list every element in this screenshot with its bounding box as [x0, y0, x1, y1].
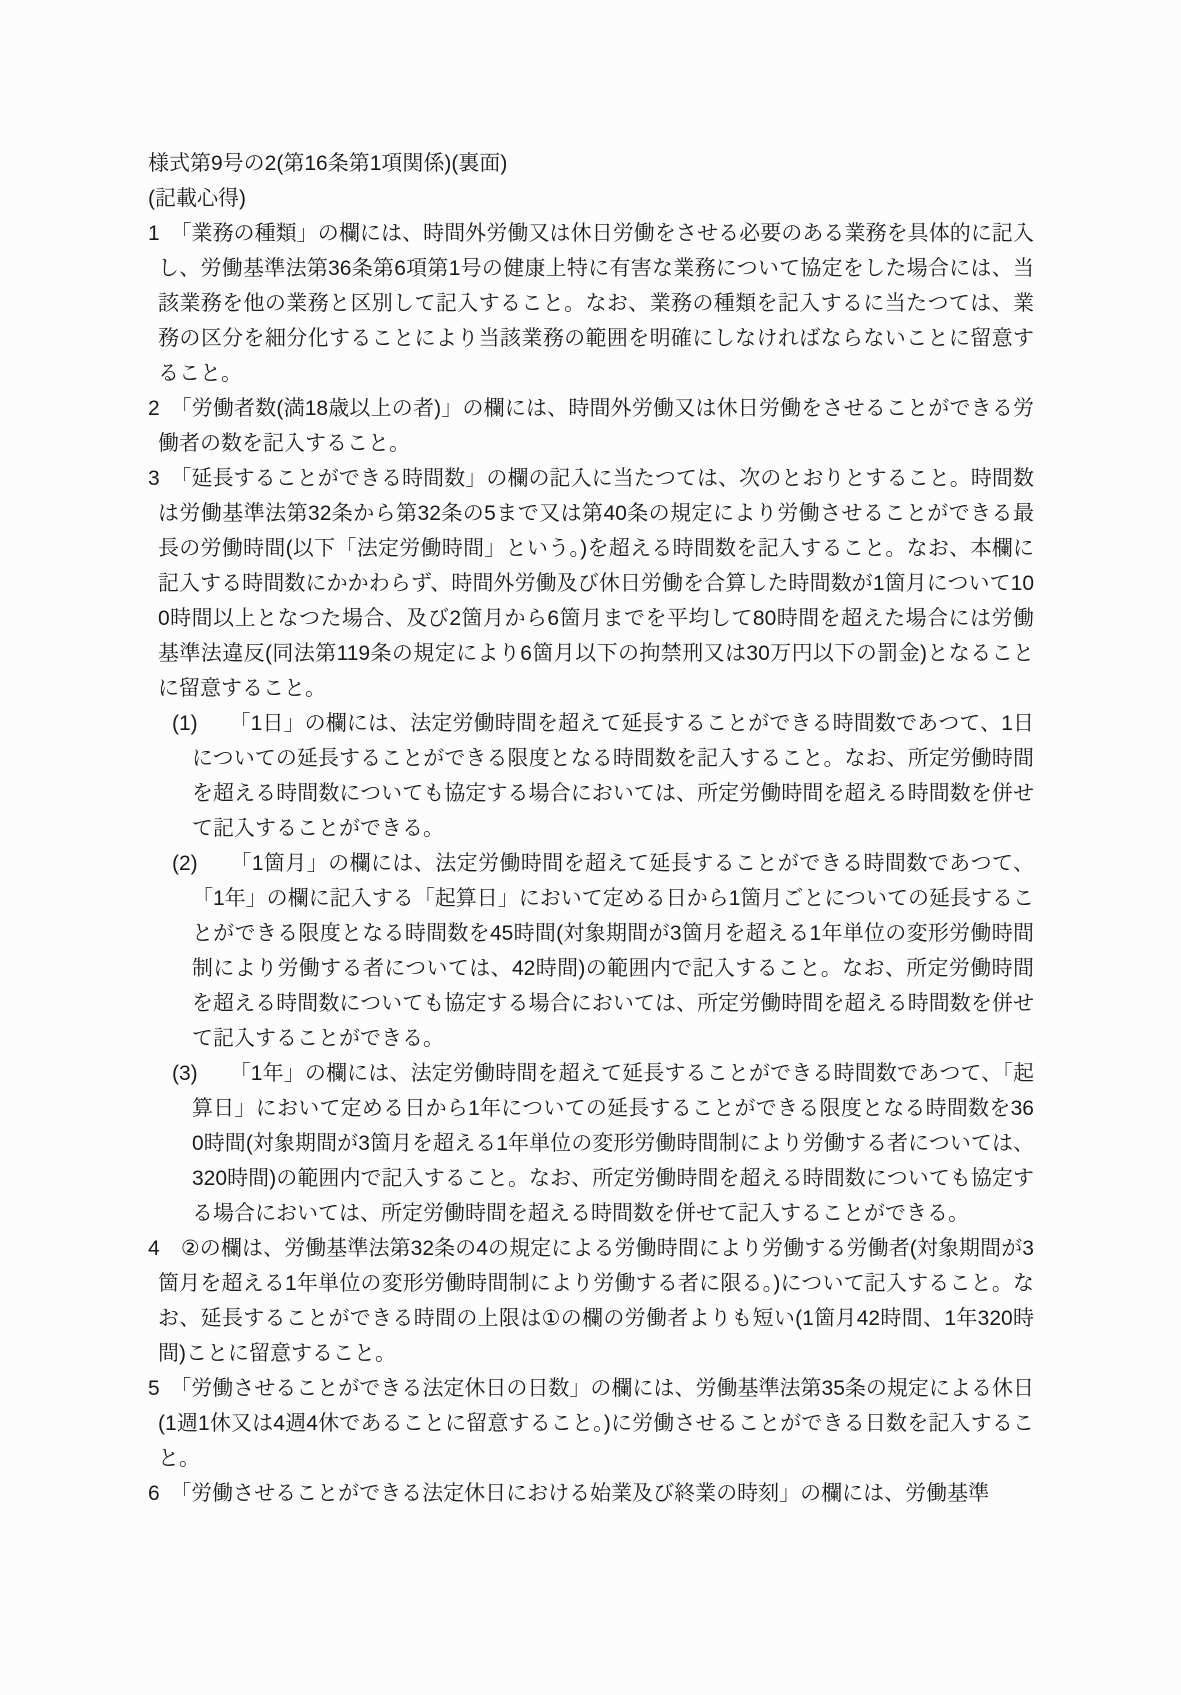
item-text: 「労働させることができる法定休日における始業及び終業の時刻」の欄には、労働基準 — [180, 1482, 990, 1505]
item-number: 4 — [148, 1237, 181, 1260]
instruction-list — [148, 216, 1034, 1511]
instruction-item-5 — [148, 1371, 1034, 1476]
item-number: 1 — [148, 222, 181, 245]
item-number: (1) — [172, 712, 241, 735]
item-text: 「労働者数(満18歳以上の者)」の欄には、時間外労働又は休日労働をさせることができる労働者の数を記入すること。 — [158, 397, 1034, 455]
item-number: (3) — [172, 1062, 241, 1085]
instruction-item-6 — [148, 1476, 1034, 1511]
form-title: 様式第9号の2(第16条第1項関係)(裏面) — [148, 152, 508, 175]
item-number: 6 — [148, 1482, 181, 1505]
instruction-item-1-sub — [148, 706, 1034, 846]
item-number: 2 — [148, 397, 182, 420]
instruction-item-4 — [148, 1231, 1034, 1371]
instruction-item-2-sub — [148, 846, 1034, 1056]
item-text: 「1年」の欄には、法定労働時間を超えて延長することができる時間数であつて、「起算日」において定める日から1年についての延長することができる限度となる時間数を360時間(対象期間が3箇月を超える1年単位の変形労働時間制により労働する者については、320時間)の範囲内で記入すること。なお、所定労働時間を超える時間数についても協定する場合においては、所定労働時間を超える時間数を併せて記入することができる。 — [192, 1062, 1034, 1225]
instruction-item-2 — [148, 391, 1034, 461]
item-text: 「1箇月」の欄には、法定労働時間を超えて延長することができる時間数であつて、「1年」の欄に記入する「起算日」において定める日から1箇月ごとについての延長することができる限度となる時間数を45時間(対象期間が3箇月を超える1年単位の変形労働時間制により労働する者については、42時間)の範囲内で記入すること。なお、所定労働時間を超える時間数についても協定する場合においては、所定労働時間を超える時間数を併せて記入することができる。 — [192, 852, 1034, 1050]
instructions-document — [148, 146, 1034, 1511]
instruction-item-3-sub — [148, 1056, 1034, 1231]
item-text: 「労働させることができる法定休日の日数」の欄には、労働基準法第35条の規定による休日(1週1休又は4週4休であることに留意すること。)に労働させることができる日数を記入すること。 — [158, 1377, 1034, 1470]
item-number: 3 — [148, 467, 181, 490]
item-text: 「業務の種類」の欄には、時間外労働又は休日労働をさせる必要のある業務を具体的に記入し、労働基準法第36条第6項第1号の健康上特に有害な業務について協定をした場合には、当該業務を他の業務と区別して記入すること。なお、業務の種類を記入するに当たつては、業務の区分を細分化することにより当該業務の範囲を明確にしなければならないことに留意すること。 — [158, 222, 1035, 385]
item-text: 「1日」の欄には、法定労働時間を超えて延長することができる時間数であつて、1日についての延長することができる限度となる時間数を記入すること。なお、所定労働時間を超える時間数についても協定する場合においては、所定労働時間を超える時間数を併せて記入することができる。 — [192, 712, 1034, 840]
item-number: (2) — [172, 852, 241, 875]
item-number: 5 — [148, 1377, 181, 1400]
instruction-item-1 — [148, 216, 1034, 391]
item-text: ②の欄は、労働基準法第32条の4の規定による労働時間により労働する労働者(対象期間が3箇月を超える1年単位の変形労働時間制により労働する者に限る。)について記入すること。なお、延長することができる時間の上限は①の欄の労働者よりも短い(1箇月42時間、1年320時間)ことに留意すること。 — [158, 1237, 1034, 1365]
item-text: 「延長することができる時間数」の欄の記入に当たつては、次のとおりとすること。時間数は労働基準法第32条から第32条の5まで又は第40条の規定により労働させることができる最長の労働時間(以下「法定労働時間」という。)を超える時間数を記入すること。なお、本欄に記入する時間数にかかわらず、時間外労働及び休日労働を合算した時間数が1箇月について100時間以上となつた場合、及び2箇月から6箇月までを平均して80時間を超えた場合には労働基準法違反(同法第119条の規定により6箇月以下の拘禁刑又は30万円以下の罰金)となることに留意すること。 — [158, 467, 1035, 700]
instruction-item-3 — [148, 461, 1034, 706]
section-heading: (記載心得) — [148, 187, 246, 210]
